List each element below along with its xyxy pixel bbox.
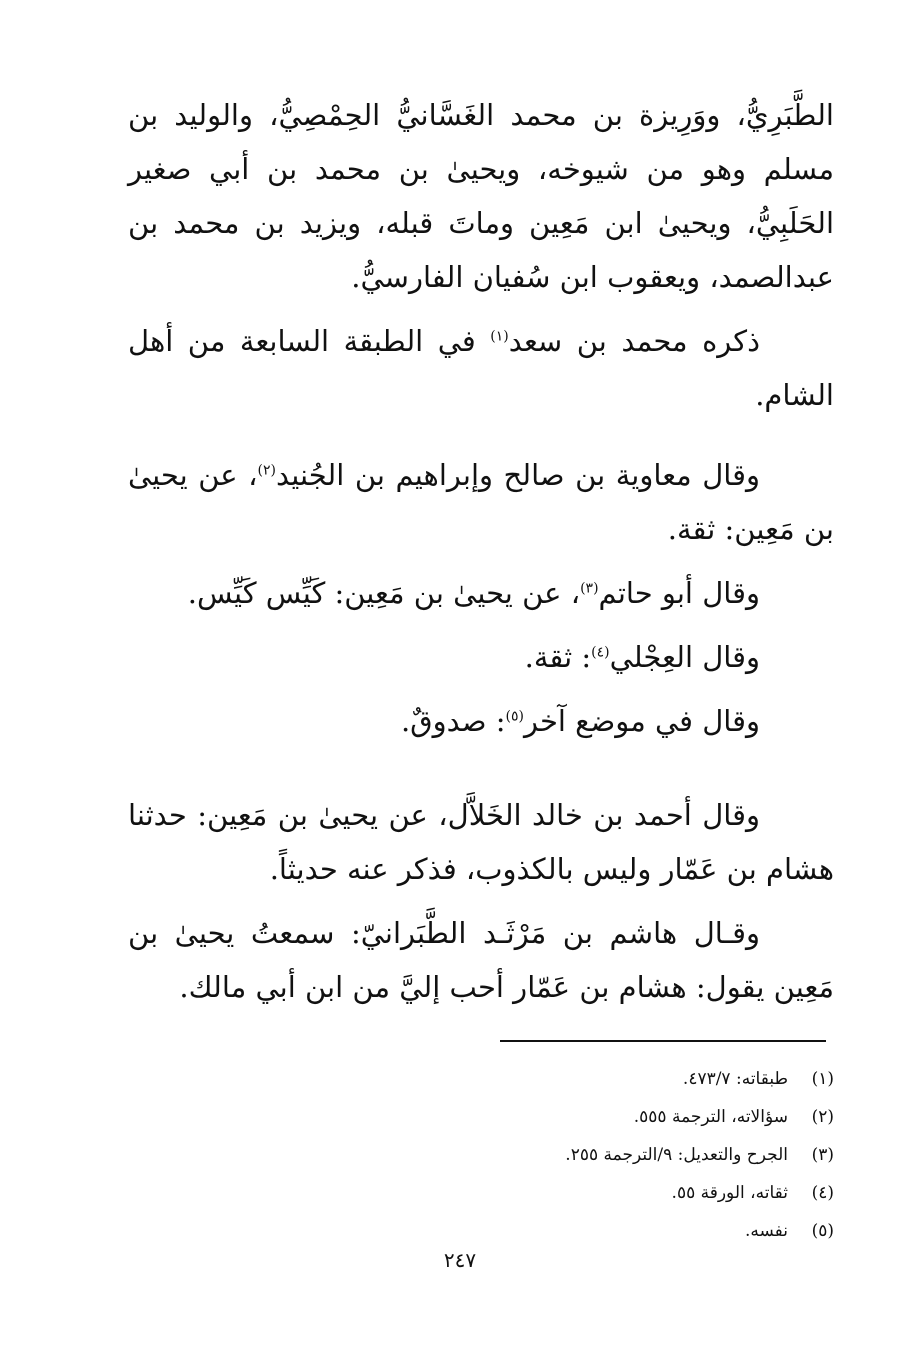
footnote: [300, 1098, 834, 1136]
paragraph-text: وقال معاوية بن صالح وإبراهيم بن الجُنيد: [275, 458, 761, 492]
paragraph-text: وقال العِجْلي: [609, 640, 760, 674]
footnote: [300, 1212, 834, 1250]
footnote-ref-4[interactable]: (٤): [591, 644, 610, 661]
footnote-ref-2[interactable]: (٢): [257, 462, 276, 479]
footnote-number: (٢): [811, 1107, 834, 1127]
main-text: [128, 88, 834, 1014]
footnote-text: سؤالاته، الترجمة ٥٥٥.: [633, 1107, 788, 1127]
footnote-text: طبقاته: ٤٧٣/٧.: [682, 1069, 788, 1089]
paragraph-text: ذكره محمد بن سعد: [508, 324, 760, 358]
paragraph-another-place: [128, 694, 834, 748]
footnote-separator: [500, 1040, 826, 1042]
paragraph-muawiya: [128, 448, 834, 556]
footnote-ref-3[interactable]: (٣): [580, 580, 599, 597]
footnote: [300, 1136, 834, 1174]
paragraph-text: وقال في موضع آخر: [523, 704, 760, 738]
footnote-text: نفسه.: [744, 1221, 788, 1241]
footnote-text: ثقاته، الورقة ٥٥.: [671, 1183, 788, 1203]
footnote-ref-5[interactable]: (٥): [505, 708, 524, 725]
footnote-ref-1[interactable]: (١): [490, 328, 509, 345]
footnote-number: (٤): [811, 1183, 834, 1203]
paragraph-text: في الطبقة السابعة من أهل الشام.: [128, 324, 834, 412]
paragraph-khallal: وقال أحمد بن خالد الخَلاَّل، عن يحيىٰ بن مَعِين: حدثنا هشام بن عَمّار وليس بالكذوب، فذكر عنه حديثاً.: [128, 798, 834, 886]
paragraph-text: ، عن يحيىٰ بن مَعِين: كَيِّس كَيِّس.: [187, 576, 581, 610]
paragraph-ijli: [128, 630, 834, 684]
paragraph-hashim: وقـال هاشم بن مَرْثَـد الطَّبَرانيّ: سمعتُ يحيىٰ بن مَعِين يقول: هشام بن عَمّار أحب إليَّ من ابن أبي مالك.: [128, 916, 834, 1004]
footnote-number: (٥): [811, 1221, 834, 1241]
footnote: [300, 1174, 834, 1212]
paragraph-text: ، عن يحيىٰ بن مَعِين: ثقة.: [128, 458, 834, 546]
paragraph-ibn-sad: [128, 314, 834, 422]
footnote-number: (١): [811, 1069, 834, 1089]
paragraph-text: وقال أبو حاتم: [598, 576, 760, 610]
footnote-text: الجرح والتعديل: ٩/الترجمة ٢٥٥.: [565, 1145, 788, 1165]
footnote-number: (٣): [811, 1145, 834, 1165]
footnote: [300, 1060, 834, 1098]
page-number: ٢٤٧: [443, 1248, 477, 1272]
footnotes: [300, 1060, 834, 1250]
paragraph-text: : ثقة.: [524, 640, 592, 674]
paragraph-students-list: الطَّبَرِيُّ، ووَرِيزة بن محمد الغَسَّانيُّ الحِمْصِيُّ، والوليد بن مسلم وهو من شيوخه، ويحيىٰ بن محمد بن أبي صغير الحَلَبِيُّ، ويحيىٰ ابن مَعِين وماتَ قبله، ويزيد بن محمد بن عبدالصمد، ويعقوب ابن سُفيان الفارسيُّ.: [128, 98, 834, 294]
paragraph-text: : صدوقٌ.: [400, 704, 506, 738]
paragraph-abu-hatim: [128, 566, 834, 620]
